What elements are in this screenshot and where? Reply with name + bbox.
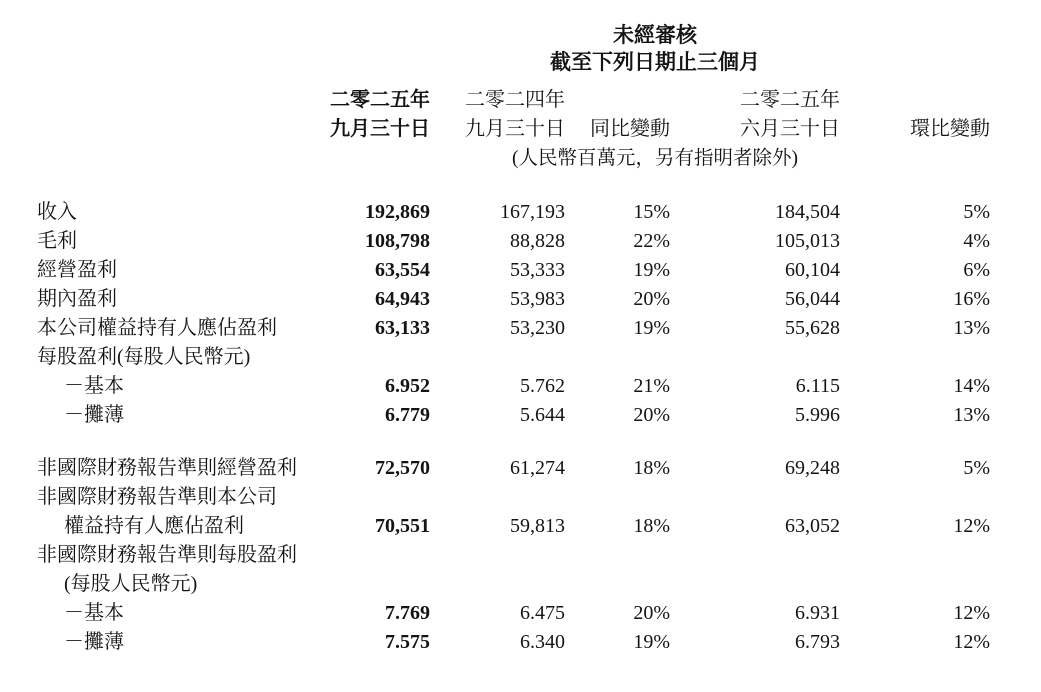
spacer-cell bbox=[37, 49, 320, 76]
column-header-2025jun-year: 二零二五年 bbox=[740, 89, 840, 111]
spacer-cell bbox=[37, 22, 320, 49]
cell-value: 64,943 bbox=[375, 288, 430, 310]
column-header-year-row bbox=[37, 76, 990, 115]
cell-value: 60,104 bbox=[785, 259, 840, 281]
table-row bbox=[37, 541, 990, 570]
column-header-2024sep-year: 二零二四年 bbox=[465, 89, 565, 111]
column-header-2024sep-date: 九月三十日 bbox=[465, 118, 565, 140]
cell-value: 12% bbox=[953, 631, 991, 653]
cell-value: 167,193 bbox=[500, 201, 565, 223]
cell-value: 72,570 bbox=[375, 457, 430, 479]
row-label: 非國際財務報告準則經營盈利 bbox=[37, 457, 297, 479]
spacer-cell bbox=[37, 76, 320, 115]
table-row bbox=[37, 285, 990, 314]
currency-unit-note: (人民幣百萬元，另有指明者除外) bbox=[512, 148, 798, 169]
table-row bbox=[37, 599, 990, 628]
cell-value: 13% bbox=[953, 317, 991, 339]
table-row bbox=[37, 512, 990, 541]
cell-value: 22% bbox=[633, 230, 670, 252]
cell-value: 6.931 bbox=[795, 602, 840, 624]
cell-value: 15% bbox=[633, 201, 670, 223]
table-row bbox=[37, 256, 990, 285]
table-row bbox=[37, 570, 990, 599]
row-label: －基本 bbox=[64, 602, 124, 624]
cell-value: 4% bbox=[963, 230, 991, 252]
row-label: 每股盈利(每股人民幣元) bbox=[37, 346, 251, 368]
cell-value: 63,554 bbox=[375, 259, 430, 281]
financial-summary-table bbox=[37, 22, 990, 657]
table-title-row bbox=[37, 22, 990, 49]
cell-value: 6.952 bbox=[385, 375, 430, 397]
cell-value: 6.475 bbox=[520, 602, 565, 624]
cell-value bbox=[430, 483, 565, 512]
column-header-yoy-spacer bbox=[565, 76, 670, 115]
table-subtitle-row bbox=[37, 49, 990, 76]
column-header-2025sep-year: 二零二五年 bbox=[330, 89, 430, 111]
column-header-qoq-change: 環比變動 bbox=[910, 118, 991, 140]
cell-value: 5.996 bbox=[795, 404, 840, 426]
cell-value: 7.769 bbox=[385, 602, 430, 624]
cell-value: 6.115 bbox=[795, 375, 840, 397]
cell-value bbox=[670, 541, 840, 570]
cell-value: 6.340 bbox=[520, 631, 565, 653]
cell-value: 18% bbox=[633, 457, 670, 479]
cell-value: 63,133 bbox=[375, 317, 430, 339]
unit-note-row bbox=[37, 144, 990, 198]
cell-value: 5.762 bbox=[520, 375, 565, 397]
cell-value: 18% bbox=[633, 515, 670, 537]
column-header-yoy-change: 同比變動 bbox=[590, 118, 670, 140]
cell-value bbox=[565, 483, 670, 512]
period-caption: 截至下列日期止三個月 bbox=[550, 50, 760, 74]
cell-value: 53,230 bbox=[510, 317, 565, 339]
cell-value: 21% bbox=[633, 375, 670, 397]
row-label: －攤薄 bbox=[64, 404, 124, 426]
cell-value bbox=[840, 541, 990, 570]
table-body bbox=[37, 198, 990, 657]
cell-value bbox=[320, 570, 430, 599]
cell-value bbox=[320, 483, 430, 512]
cell-value bbox=[565, 343, 670, 372]
row-label: 毛利 bbox=[37, 230, 77, 252]
cell-value: 88,828 bbox=[510, 230, 565, 252]
row-label: －攤薄 bbox=[64, 631, 124, 653]
cell-value bbox=[670, 343, 840, 372]
cell-value: 56,044 bbox=[785, 288, 840, 310]
cell-value bbox=[430, 541, 565, 570]
cell-value bbox=[320, 343, 430, 372]
cell-value: 6.779 bbox=[385, 404, 430, 426]
row-label: 本公司權益持有人應佔盈利 bbox=[37, 317, 277, 339]
row-label: (每股人民幣元) bbox=[64, 573, 198, 595]
table-row bbox=[37, 227, 990, 256]
table-row bbox=[37, 314, 990, 343]
cell-value: 14% bbox=[953, 375, 991, 397]
cell-value: 16% bbox=[953, 288, 991, 310]
row-label: 經營盈利 bbox=[37, 259, 117, 281]
cell-value: 63,052 bbox=[785, 515, 840, 537]
cell-value bbox=[670, 483, 840, 512]
table-row bbox=[37, 372, 990, 401]
cell-value: 20% bbox=[633, 288, 670, 310]
cell-value: 69,248 bbox=[785, 457, 840, 479]
cell-value: 55,628 bbox=[785, 317, 840, 339]
cell-value: 53,983 bbox=[510, 288, 565, 310]
cell-value bbox=[430, 343, 565, 372]
table-row bbox=[37, 401, 990, 430]
cell-value: 7.575 bbox=[385, 631, 430, 653]
table-row bbox=[37, 628, 990, 657]
cell-value: 12% bbox=[953, 602, 991, 624]
row-label: －基本 bbox=[64, 375, 124, 397]
column-header-qoq-spacer bbox=[840, 76, 990, 115]
row-label: 權益持有人應佔盈利 bbox=[64, 515, 244, 537]
cell-value: 5% bbox=[963, 201, 991, 223]
cell-value: 6% bbox=[963, 259, 991, 281]
spacer-row bbox=[37, 430, 990, 454]
table-row bbox=[37, 198, 990, 227]
row-label: 非國際財務報告準則本公司 bbox=[37, 486, 277, 508]
cell-value: 108,798 bbox=[365, 230, 430, 252]
row-label: 非國際財務報告準則每股盈利 bbox=[37, 544, 297, 566]
cell-value bbox=[565, 541, 670, 570]
cell-value: 5% bbox=[963, 457, 991, 479]
spacer-cell bbox=[37, 115, 320, 144]
cell-value: 19% bbox=[633, 317, 670, 339]
cell-value: 70,551 bbox=[375, 515, 430, 537]
cell-value bbox=[430, 570, 565, 599]
unaudited-title: 未經審核 bbox=[613, 23, 697, 47]
cell-value bbox=[840, 570, 990, 599]
cell-value: 192,869 bbox=[365, 201, 430, 223]
cell-value: 53,333 bbox=[510, 259, 565, 281]
cell-value: 19% bbox=[633, 631, 670, 653]
table-row bbox=[37, 454, 990, 483]
column-header-2025sep-date: 九月三十日 bbox=[330, 118, 430, 140]
cell-value: 61,274 bbox=[510, 457, 565, 479]
cell-value: 6.793 bbox=[795, 631, 840, 653]
cell-value bbox=[670, 570, 840, 599]
cell-value: 184,504 bbox=[775, 201, 840, 223]
cell-value: 20% bbox=[633, 404, 670, 426]
table-row bbox=[37, 483, 990, 512]
cell-value bbox=[840, 343, 990, 372]
column-header-2025jun-date: 六月三十日 bbox=[740, 118, 840, 140]
cell-value bbox=[565, 570, 670, 599]
column-header-date-row bbox=[37, 115, 990, 144]
cell-value: 105,013 bbox=[775, 230, 840, 252]
cell-value bbox=[840, 483, 990, 512]
cell-value: 5.644 bbox=[520, 404, 565, 426]
cell-value bbox=[320, 541, 430, 570]
cell-value: 12% bbox=[953, 515, 991, 537]
spacer-cell bbox=[37, 144, 320, 198]
row-label: 收入 bbox=[37, 201, 77, 223]
row-label: 期內盈利 bbox=[37, 288, 117, 310]
cell-value: 20% bbox=[633, 602, 670, 624]
cell-value: 19% bbox=[633, 259, 670, 281]
cell-value: 59,813 bbox=[510, 515, 565, 537]
cell-value: 13% bbox=[953, 404, 991, 426]
table-row bbox=[37, 343, 990, 372]
